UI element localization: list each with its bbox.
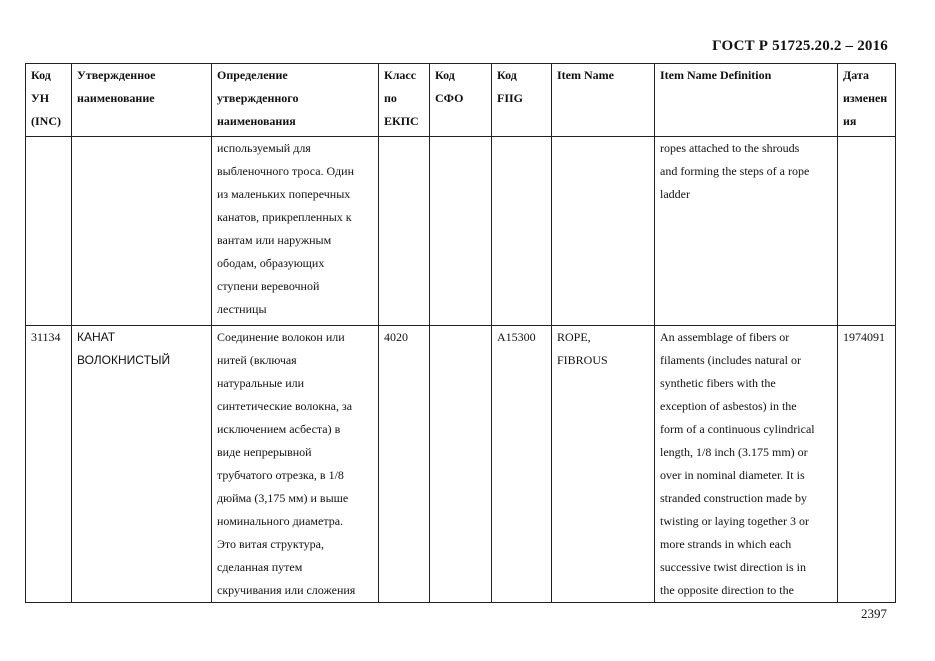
table-header-row — [26, 64, 896, 137]
header-sfo: Код СФО — [430, 64, 492, 137]
cell-inc — [26, 137, 72, 326]
header-approved-name: Утвержденное наименование — [72, 64, 212, 137]
cell-class-ekps: 4020 — [379, 326, 430, 603]
cell-fiig: A15300 — [492, 326, 552, 603]
cell-item-name: ROPE, FIBROUS — [552, 326, 655, 603]
cell-definition-en: ropes attached to the shrouds and forming the steps of a rope ladder — [655, 137, 838, 326]
cell-definition-ru: используемый для выбленочного троса. Один из маленьких поперечных канатов, прикрепленных к вантам или наружным ободам, образующих ступени веревочной лестницы — [212, 137, 379, 326]
header-inc: Код УН (INC) — [26, 64, 72, 137]
cell-inc: 31134 — [26, 326, 72, 603]
cell-item-name — [552, 137, 655, 326]
header-class-ekps: Класс по ЕКПС — [379, 64, 430, 137]
cell-fiig — [492, 137, 552, 326]
header-change-date: Дата изменен ия — [838, 64, 896, 137]
cell-sfo — [430, 137, 492, 326]
page-number: 2397 — [861, 606, 887, 621]
cell-approved-name: КАНАТ ВОЛОКНИСТЫЙ — [72, 326, 212, 603]
table-row-31134 — [26, 326, 896, 603]
cell-approved-name — [72, 137, 212, 326]
header-item-name-definition: Item Name Definition — [655, 64, 838, 137]
cell-definition-ru: Соединение волокон или нитей (включая натуральные или синтетические волокна, за исключением асбеста) в виде непрерывной трубчатого отрезка, в 1/8 дюйма (3,175 мм) и выше номинального диаметра. Это витая структура, сделанная путем скручивания или сложения — [212, 326, 379, 603]
header-fiig: Код FIIG — [492, 64, 552, 137]
table-row-continuation — [26, 137, 896, 326]
cell-change-date: 1974091 — [838, 326, 896, 603]
cell-definition-en: An assemblage of fibers or filaments (includes natural or synthetic fibers with the exception of asbestos) in the form of a continuous cylindrical length, 1/8 inch (3.175 mm) or over in nominal diameter. It is stranded construction made by twisting or laying together 3 or more strands in which each successive twist direction is in the opposite direction to the — [655, 326, 838, 603]
document-code: ГОСТ Р 51725.20.2 – 2016 — [712, 38, 888, 54]
catalog-table — [25, 63, 896, 603]
cell-change-date — [838, 137, 896, 326]
header-item-name: Item Name — [552, 64, 655, 137]
cell-class-ekps — [379, 137, 430, 326]
header-definition-ru: Определение утвержденного наименования — [212, 64, 379, 137]
cell-sfo — [430, 326, 492, 603]
